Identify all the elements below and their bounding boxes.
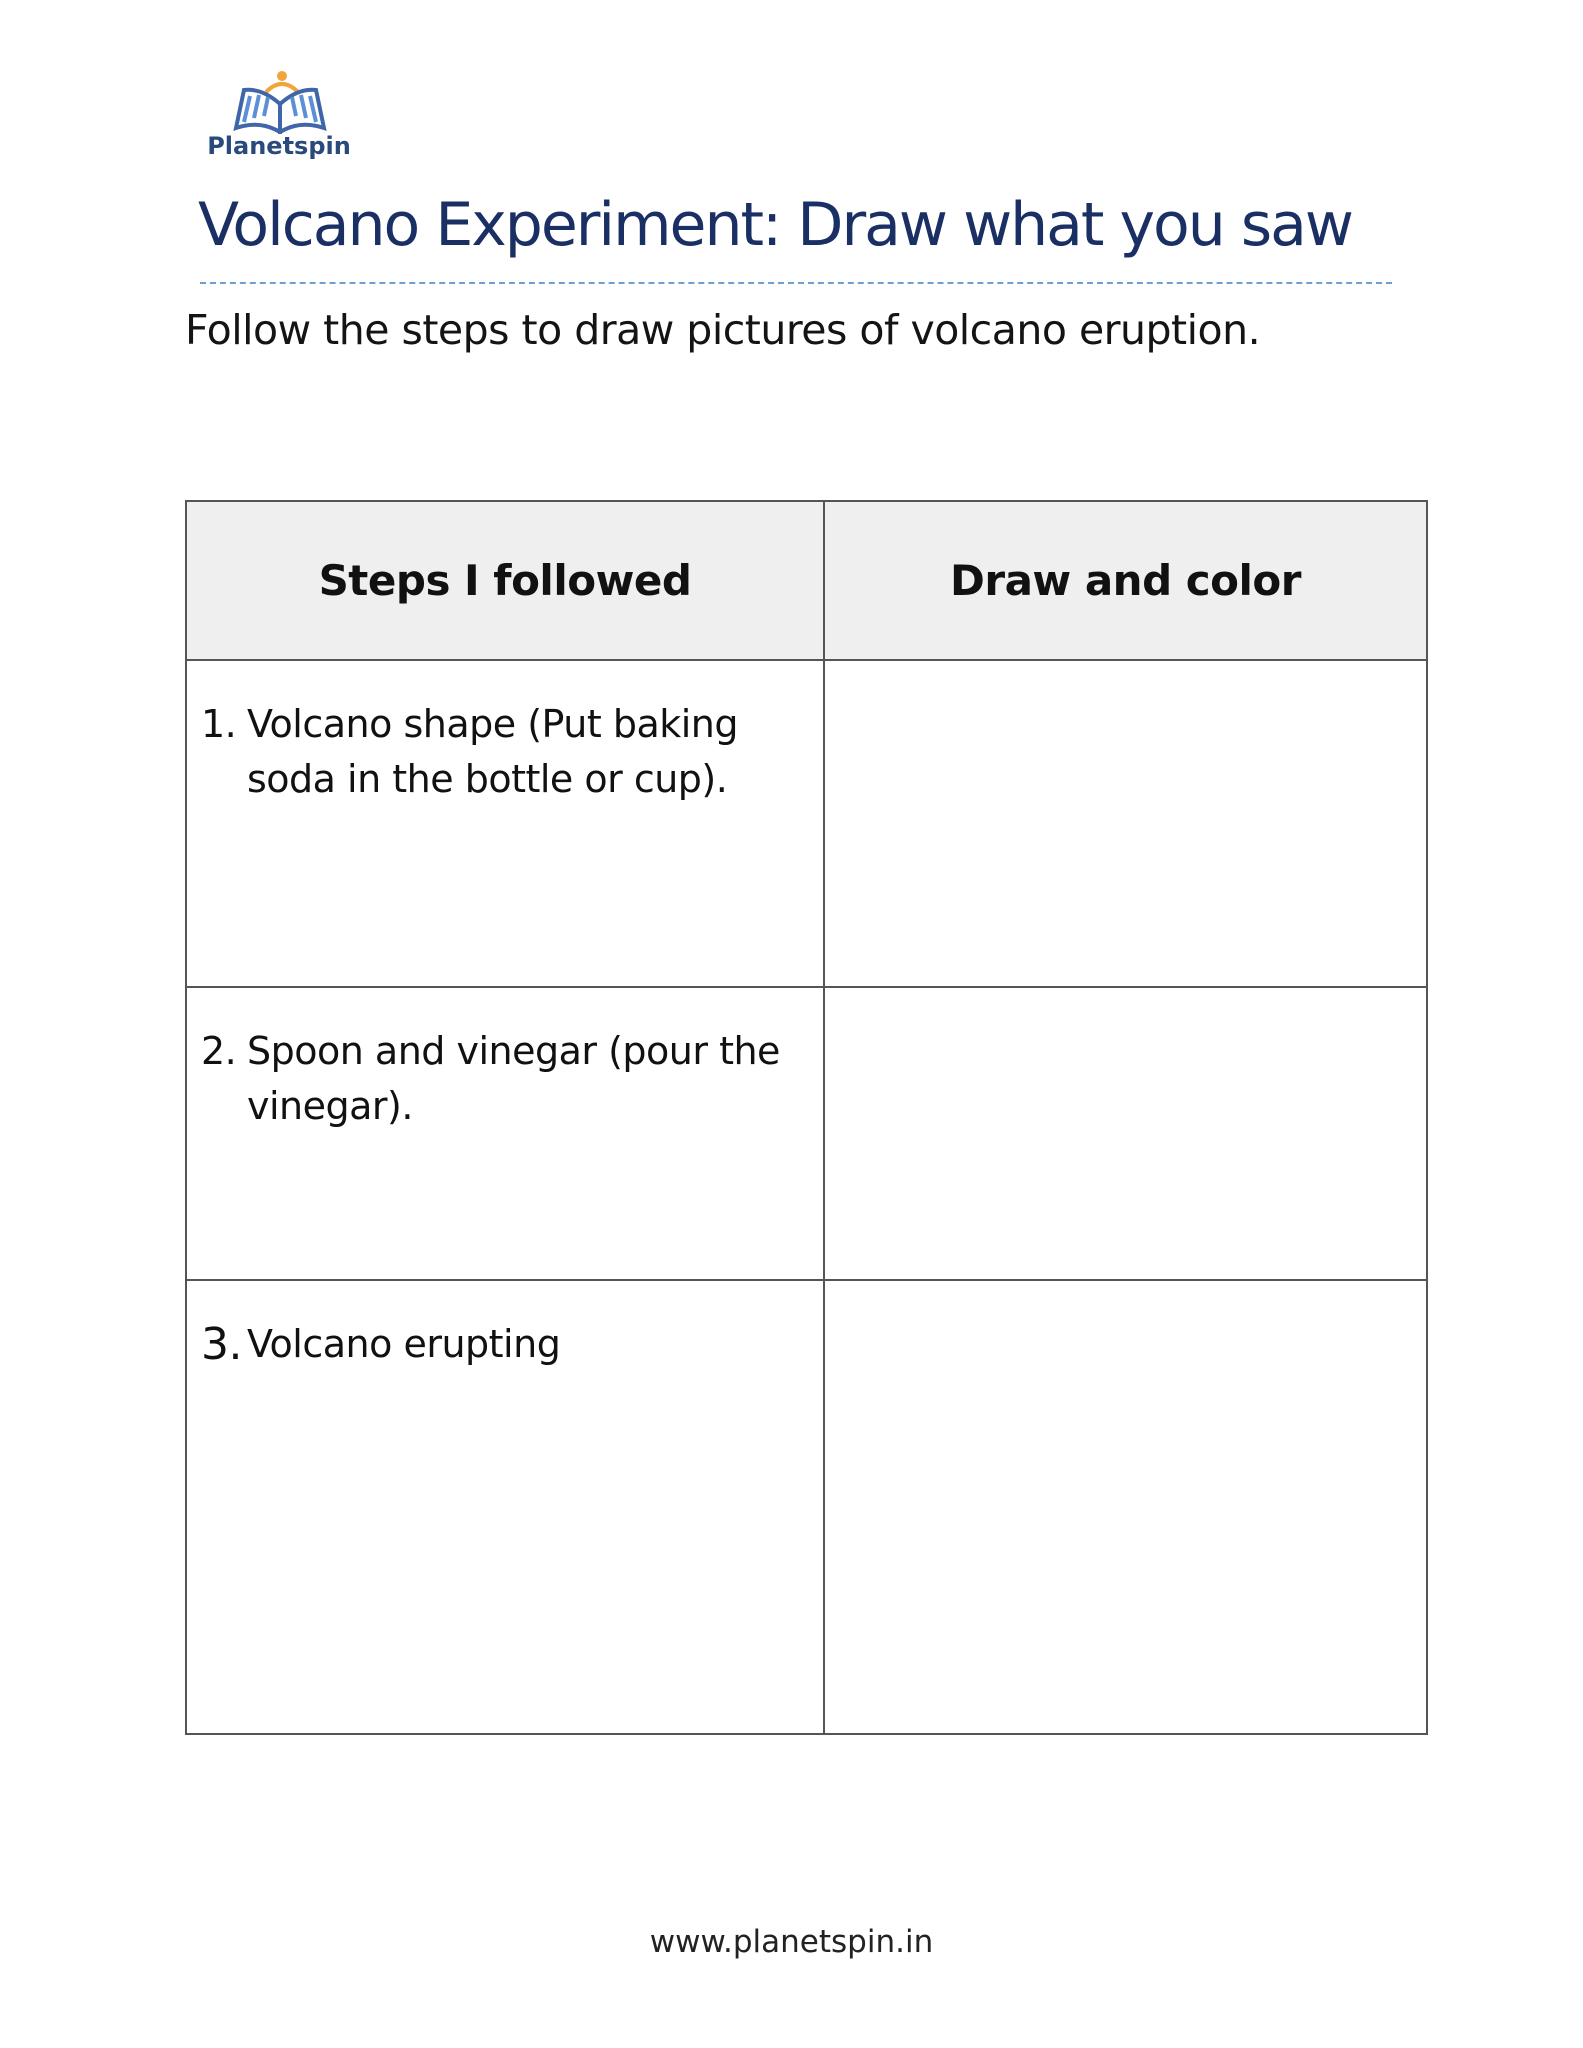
table-row (186, 1280, 1427, 1734)
step-text: Volcano shape (Put baking soda in the bottle or cup). (247, 702, 738, 801)
step-number: 1. (201, 702, 237, 746)
logo (204, 66, 354, 166)
title-divider (200, 282, 1392, 284)
step-number: 3. (201, 1319, 242, 1370)
worksheet-table (185, 500, 1428, 1735)
page-title: Volcano Experiment: Draw what you saw (198, 190, 1352, 260)
step-cell (186, 987, 824, 1280)
logo-text: Planetspin (207, 132, 351, 160)
table-row (186, 660, 1427, 987)
table-header-row (186, 501, 1427, 660)
step-number: 2. (201, 1029, 237, 1073)
header-draw: Draw and color (824, 501, 1427, 660)
step-text: Volcano erupting (247, 1322, 561, 1366)
step-cell (186, 660, 824, 987)
step-cell (186, 1280, 824, 1734)
drawing-area[interactable] (824, 660, 1427, 987)
drawing-area[interactable] (824, 1280, 1427, 1734)
footer-url: www.planetspin.in (649, 1924, 934, 1960)
step-text: Spoon and vinegar (pour the vinegar). (247, 1029, 780, 1128)
header-steps: Steps I followed (186, 501, 824, 660)
open-book-icon (226, 70, 334, 134)
drawing-area[interactable] (824, 987, 1427, 1280)
instructions: Follow the steps to draw pictures of volcano eruption. (185, 306, 1261, 354)
table-row (186, 987, 1427, 1280)
